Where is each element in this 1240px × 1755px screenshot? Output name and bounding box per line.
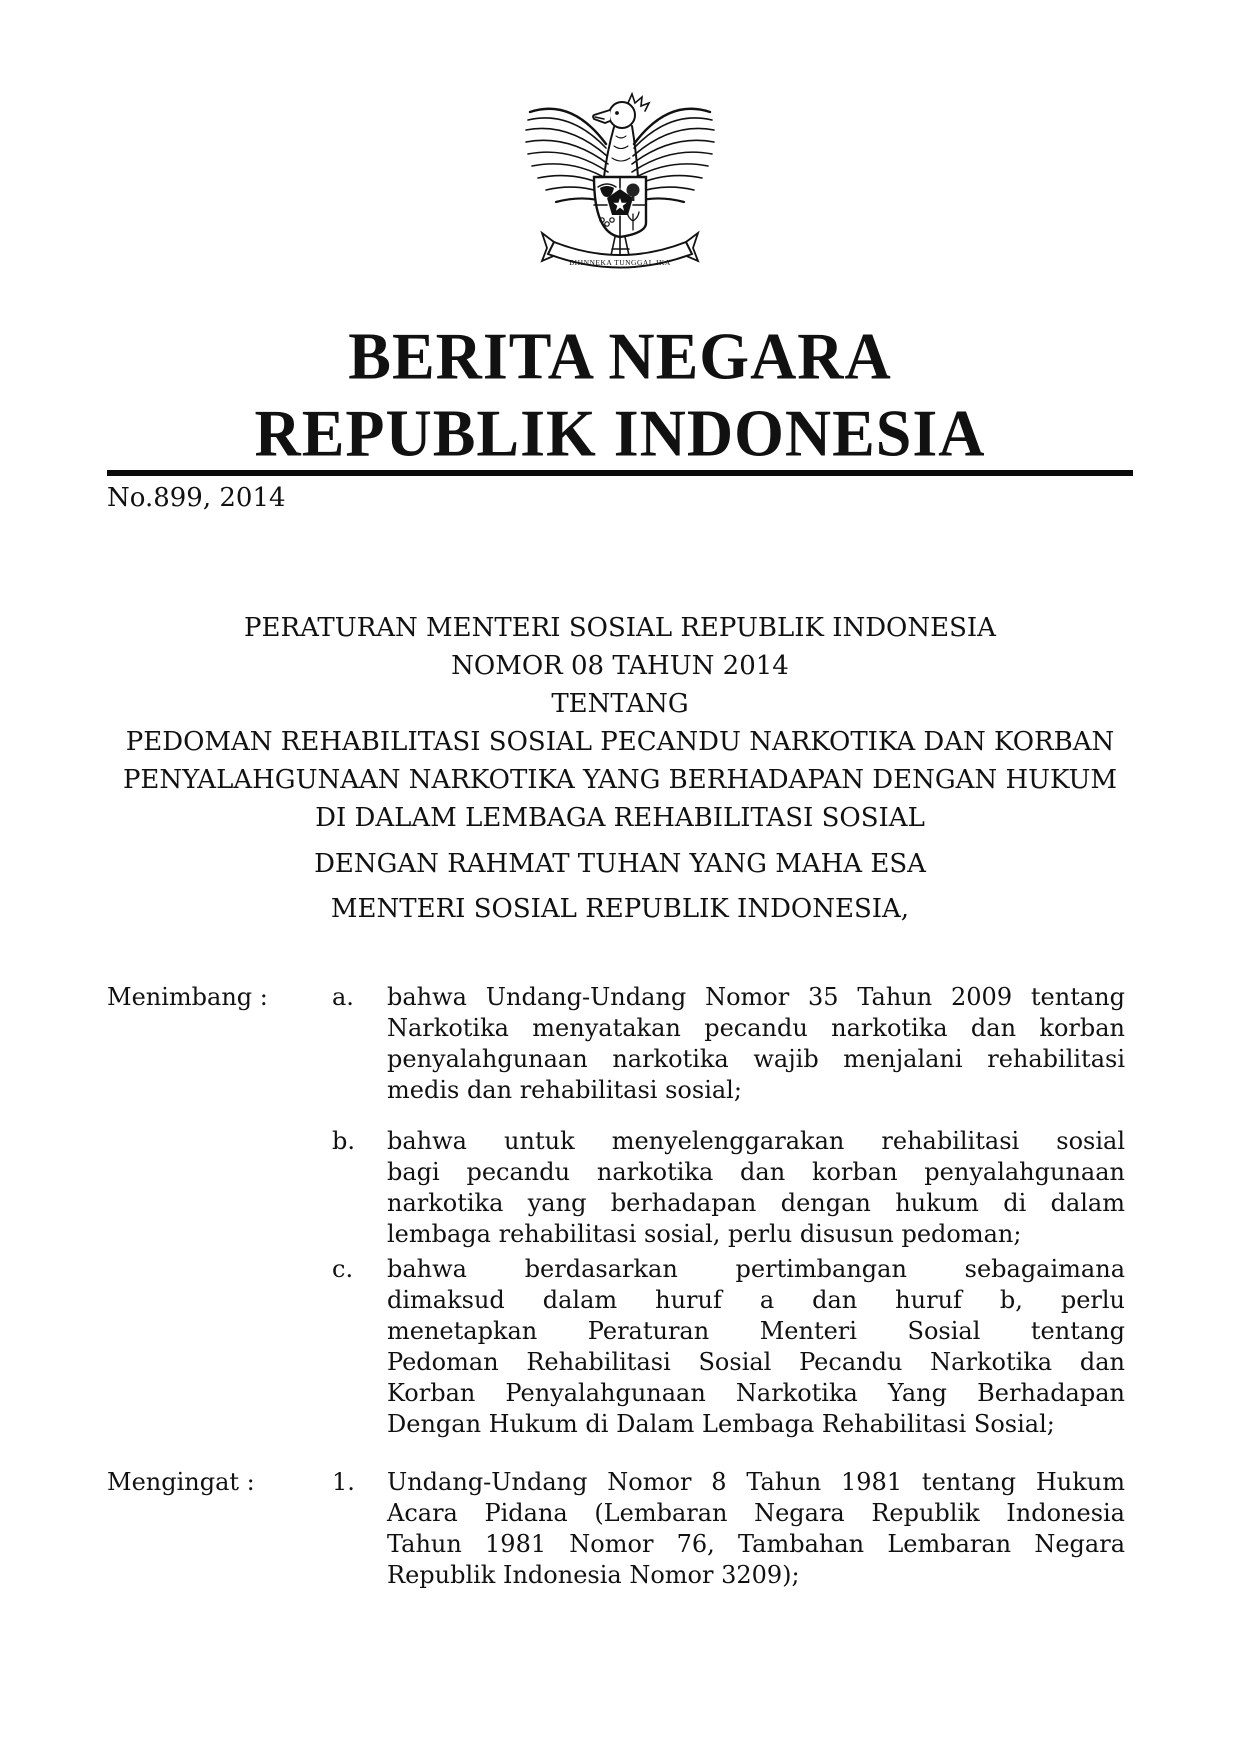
item-marker: 1. (332, 1468, 355, 1496)
text-line: Acara Pidana (Lembaran Negara Republik Indonesia (387, 1499, 1125, 1527)
text-line: dimaksud dalam huruf a dan huruf b, perlu (387, 1286, 1125, 1314)
item-marker: c. (332, 1255, 354, 1283)
invocation-line: DENGAN RAHMAT TUHAN YANG MAHA ESA (314, 849, 926, 879)
text-line: medis dan rehabilitasi sosial; (387, 1076, 742, 1104)
regulation-name: PERATURAN MENTERI SOSIAL REPUBLIK INDONESIA (244, 613, 996, 643)
text-line: bahwa untuk menyelenggarakan rehabilitasi sosial (387, 1127, 1125, 1155)
regulation-number: NOMOR 08 TAHUN 2014 (451, 651, 789, 681)
considerations-section (107, 982, 1133, 1440)
legal-basis-item-1 (332, 1467, 1133, 1591)
authority-line: MENTERI SOSIAL REPUBLIK INDONESIA, (330, 894, 910, 924)
text-line: Korban Penyalahgunaan Narkotika Yang Berhadapan (387, 1379, 1125, 1407)
emblem-motto: BHINNEKA TUNGGAL IKA (569, 258, 671, 267)
text-line: bahwa berdasarkan pertimbangan sebagaimana (387, 1255, 1125, 1283)
regulation-title-line3: DI DALAM LEMBAGA REHABILITASI SOSIAL (315, 803, 925, 833)
text-line: narkotika yang berhadapan dengan hukum di dalam (387, 1189, 1125, 1217)
item-text (387, 1254, 1125, 1440)
text-line: Undang-Undang Nomor 8 Tahun 1981 tentang Hukum (387, 1468, 1125, 1496)
considerations-label: Menimbang : (107, 983, 268, 1011)
consideration-item-b (332, 1126, 1133, 1250)
regulation-title-line2: PENYALAHGUNAAN NARKOTIKA YANG BERHADAPAN DENGAN HUKUM (122, 765, 1118, 795)
text-line: Tahun 1981 Nomor 76, Tambahan Lembaran Negara (387, 1530, 1125, 1558)
text-line: Republik Indonesia Nomor 3209); (387, 1561, 800, 1589)
masthead-title-line1: BERITA NEGARA (348, 319, 892, 393)
legal-basis-section (107, 1467, 1133, 1591)
text-line: bagi pecandu narkotika dan korban penyalahgunaan (387, 1158, 1125, 1186)
text-line: lembaga rehabilitasi sosial, perlu disusun pedoman; (387, 1220, 1022, 1248)
text-line: Pedoman Rehabilitasi Sosial Pecandu Narkotika dan (387, 1348, 1125, 1376)
regulation-tentang: TENTANG (551, 689, 689, 719)
item-text (387, 1126, 1125, 1250)
consideration-item-a (332, 982, 1133, 1106)
text-line: penyalahgunaan narkotika wajib menjalani rehabilitasi (387, 1045, 1125, 1073)
text-line: menetapkan Peraturan Menteri Sosial tentang (387, 1317, 1125, 1345)
legal-basis-label: Mengingat : (107, 1468, 255, 1496)
consideration-item-c (332, 1254, 1133, 1440)
masthead-title-line2: REPUBLIK INDONESIA (254, 396, 986, 470)
item-text (387, 982, 1125, 1106)
garuda-pancasila-emblem-icon (518, 84, 722, 276)
item-text (387, 1467, 1125, 1591)
item-marker: b. (332, 1127, 355, 1155)
issue-number: No.899, 2014 (107, 483, 286, 513)
text-line: Narkotika menyatakan pecandu narkotika dan korban (387, 1014, 1125, 1042)
text-line: bahwa Undang-Undang Nomor 35 Tahun 2009 tentang (387, 983, 1125, 1011)
regulation-heading (107, 609, 1133, 837)
item-marker: a. (332, 983, 354, 1011)
regulation-title-line1: PEDOMAN REHABILITASI SOSIAL PECANDU NARKOTIKA DAN KORBAN (125, 727, 1115, 757)
masthead-title (0, 318, 1240, 472)
emblem-container (0, 0, 1240, 280)
text-line: Dengan Hukum di Dalam Lembaga Rehabilitasi Sosial; (387, 1410, 1055, 1438)
